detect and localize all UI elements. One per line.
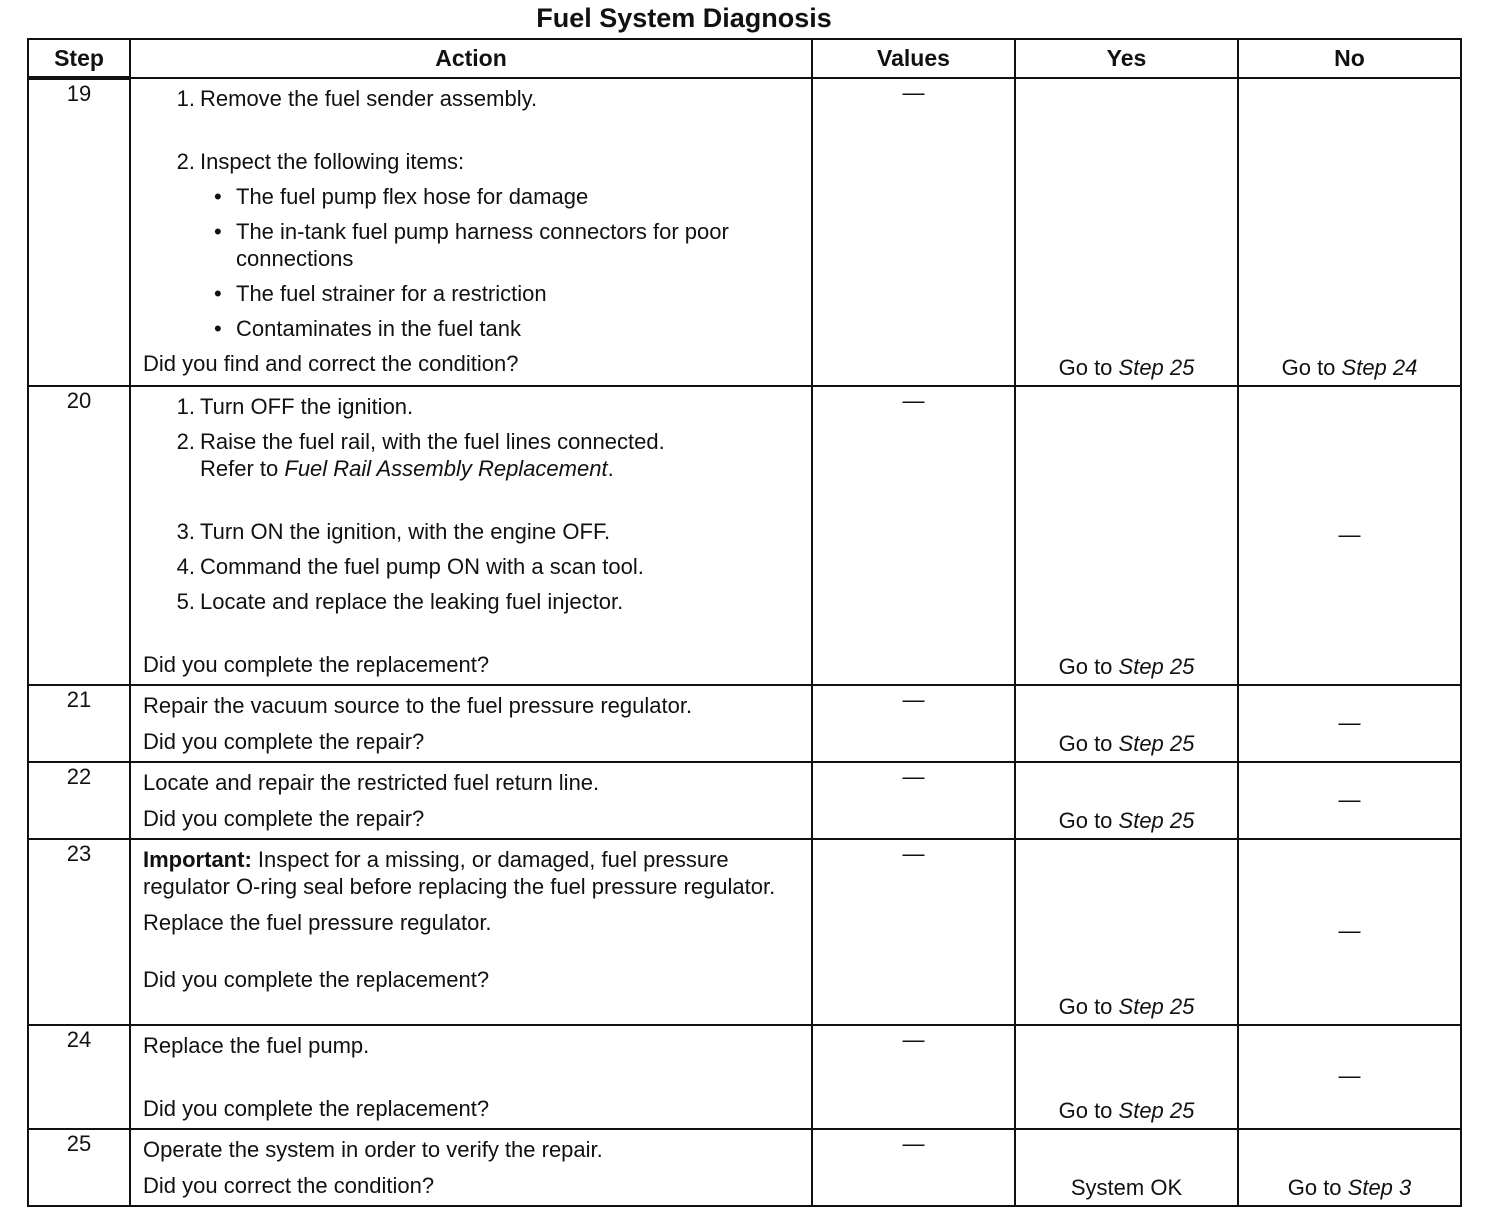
no-cell: — [1238,1025,1461,1129]
reference-link[interactable]: Fuel Rail Assembly Replacement [284,456,608,481]
action-cell [130,1025,812,1129]
bullet-item: • The fuel strainer for a restriction [214,280,801,307]
action-item: 1. Turn OFF the ignition. [176,394,414,419]
yes-cell: Go to Step 25 [1015,762,1238,839]
step-number: 24 [28,1025,130,1129]
header-step: Step [28,39,130,78]
table-row-step-19 [28,78,1461,386]
values-cell: — [812,1129,1015,1206]
step-link[interactable]: Step 25 [1118,654,1195,679]
step-link[interactable]: Step 25 [1118,731,1195,756]
action-question: Did you correct the condition? [143,1173,435,1198]
system-ok-text: System OK [1070,1175,1183,1200]
no-cell: — [1238,762,1461,839]
diagnosis-table [27,38,1462,1207]
action-question: Did you complete the replacement? [143,652,490,677]
action-text: Repair the vacuum source to the fuel pressure regulator. [143,693,693,718]
step-link[interactable]: Step 3 [1347,1175,1412,1200]
step-number: 25 [28,1129,130,1206]
yes-cell [1015,1129,1238,1206]
values-cell: — [812,839,1015,1025]
step-number: 20 [28,386,130,685]
no-cell: Go to Step 24 [1238,78,1461,386]
action-question: Did you complete the repair? [143,729,425,754]
yes-cell: Go to Step 25 [1015,685,1238,762]
yes-cell: Go to Step 25 [1015,1025,1238,1129]
action-item: 5. Locate and replace the leaking fuel injector. [176,589,624,614]
action-cell [130,78,812,386]
action-question: Did you complete the replacement? [143,967,490,992]
step-number: 23 [28,839,130,1025]
action-text: Replace the fuel pressure regulator. [143,910,492,935]
action-item: 2. Inspect the following items: • The fuel pump flex hose for damage • The in-tank fuel pump harness connectors for poor connections • The fuel strainer for a restriction • Contaminates in the fuel tank [165,148,801,342]
action-item: 2. Raise the fuel rail, with the fuel lines connected. Refer to Fuel Rail Assembly Replacement. [176,429,665,481]
step-link[interactable]: Step 25 [1118,994,1195,1019]
table-row-step-24 [28,1025,1461,1129]
action-question: Did you complete the replacement? [143,1096,490,1121]
values-cell: — [812,1025,1015,1129]
action-cell [130,839,812,1025]
values-cell: — [812,685,1015,762]
yes-cell: Go to Step 25 [1015,839,1238,1025]
step-link[interactable]: Step 25 [1118,808,1195,833]
values-cell: — [812,386,1015,685]
step-link[interactable]: Step 24 [1341,355,1418,380]
action-text: Replace the fuel pump. [143,1033,370,1058]
table-header-row [28,39,1461,78]
bullet-item: • The fuel pump flex hose for damage [214,183,801,210]
table-row-step-21 [28,685,1461,762]
action-cell [130,685,812,762]
header-no: No [1238,39,1461,78]
header-values: Values [812,39,1015,78]
table-row-step-20 [28,386,1461,685]
no-cell: — [1238,839,1461,1025]
table-row-step-25 [28,1129,1461,1206]
header-yes: Yes [1015,39,1238,78]
step-number: 19 [28,78,130,386]
yes-cell: Go to Step 25 [1015,386,1238,685]
no-cell: Go to Step 3 [1238,1129,1461,1206]
values-cell: — [812,762,1015,839]
action-question: Did you complete the repair? [143,806,425,831]
step-number: 22 [28,762,130,839]
header-action: Action [130,39,812,78]
action-cell [130,1129,812,1206]
action-question: Did you find and correct the condition? [143,351,519,376]
yes-cell: Go to Step 25 [1015,78,1238,386]
table-row-step-22 [28,762,1461,839]
no-cell: — [1238,386,1461,685]
page-title: Fuel System Diagnosis [536,3,832,33]
action-item: 4. Command the fuel pump ON with a scan tool. [176,554,644,579]
step-link[interactable]: Step 25 [1118,1098,1195,1123]
no-cell: — [1238,685,1461,762]
important-note: Important: Inspect for a missing, or damaged, fuel pressure regulator O-ring seal before replacing the fuel pressure regulator. [143,847,776,899]
values-cell: — [812,78,1015,386]
action-text: Operate the system in order to verify the repair. [143,1137,603,1162]
action-text: Locate and repair the restricted fuel return line. [143,770,600,795]
action-cell [130,386,812,685]
step-number: 21 [28,685,130,762]
table-row-step-23 [28,839,1461,1025]
bullet-item: • The in-tank fuel pump harness connectors for poor connections [214,218,801,272]
action-item: 3. Turn ON the ignition, with the engine OFF. [176,519,611,544]
action-item: 1. Remove the fuel sender assembly. [176,86,538,111]
action-cell [130,762,812,839]
step-link[interactable]: Step 25 [1118,355,1195,380]
bullet-item: • Contaminates in the fuel tank [214,315,801,342]
